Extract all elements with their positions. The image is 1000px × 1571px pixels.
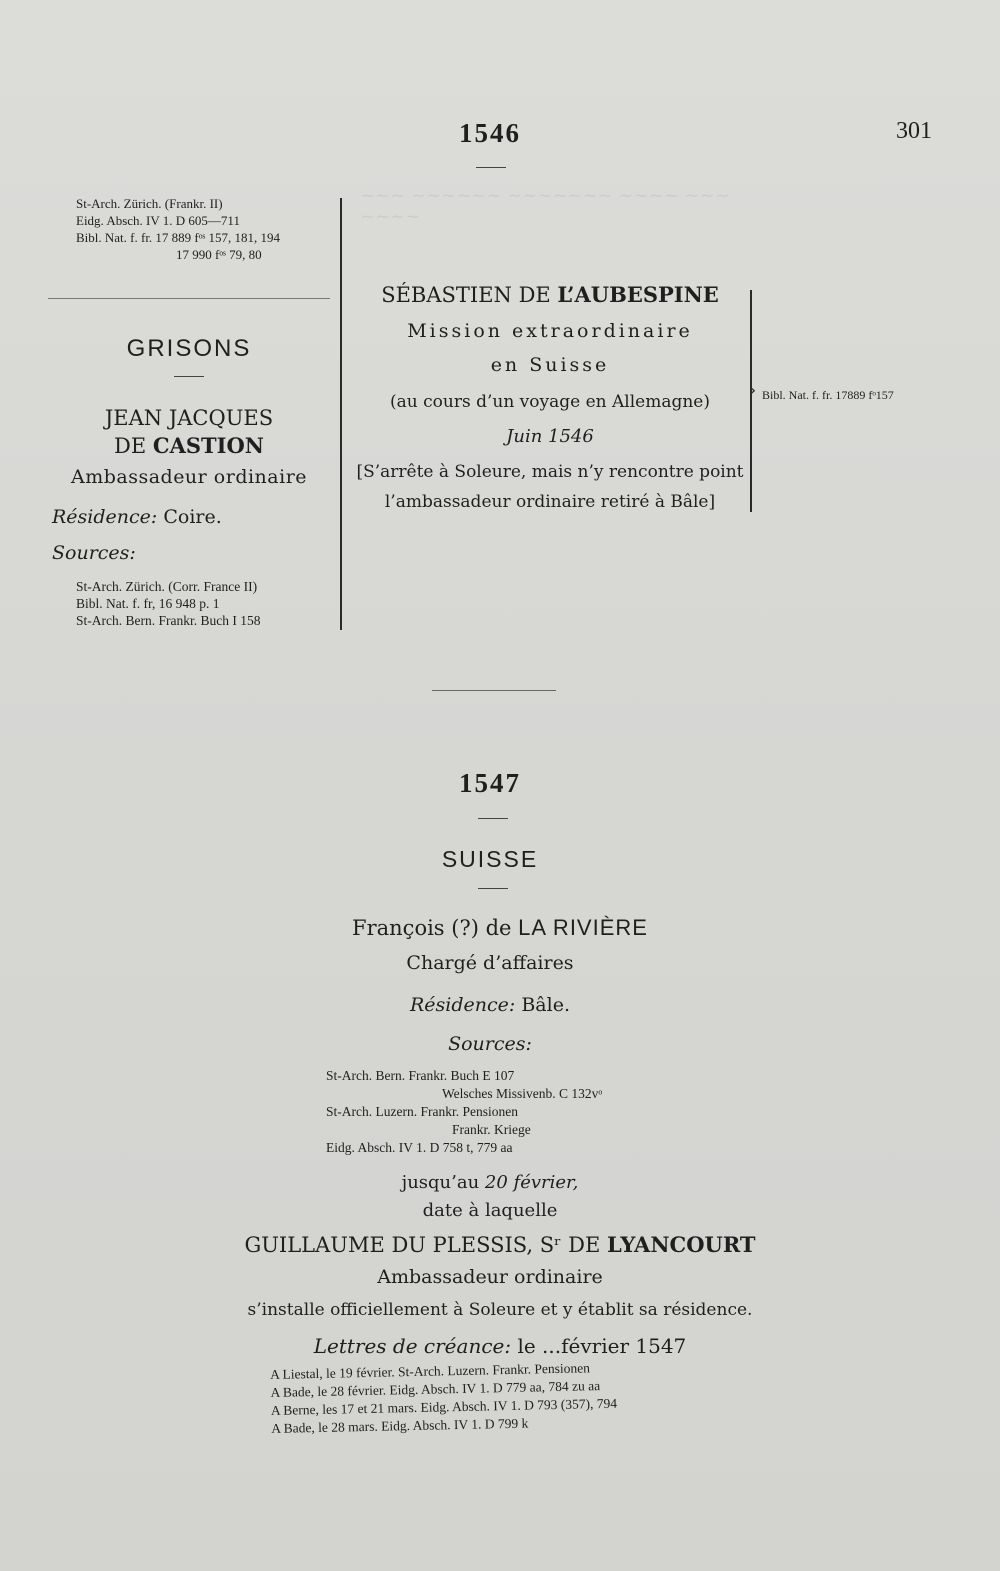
divider — [478, 888, 508, 889]
suisse-sources-label: Sources: — [448, 1033, 532, 1055]
source-line: Eidg. Absch. IV 1. D 758 t, 779 aa — [326, 1140, 513, 1155]
lettres-label: Lettres de créance: — [313, 1334, 512, 1358]
source-line: Bibl. Nat. f. fr, 16 948 p. 1 — [76, 596, 220, 611]
successor-installs: s’installe officiellement à Soleure et y établit sa résidence. — [247, 1300, 753, 1320]
event-line: A Bade, le 28 mars. Eidg. Absch. IV 1. D 799 k — [271, 1415, 529, 1436]
source-line: St-Arch. Bern. Frankr. Buch I 158 — [76, 613, 261, 628]
bracket-line — [750, 290, 752, 512]
suisse-charge-title: Chargé d’affaires — [406, 952, 574, 974]
page-number: 301 — [896, 118, 932, 144]
year-heading-1546: 1546 — [459, 118, 521, 148]
grisons-heading: GRISONS — [126, 335, 252, 362]
name-line — [48, 432, 330, 460]
grisons-sources — [76, 578, 341, 629]
name-surname: L’AUBESPINE — [557, 282, 719, 307]
grisons-title: Ambassadeur ordinaire — [70, 466, 308, 488]
event-line: A Bade, le 28 février. Eidg. Absch. IV 1. D 779 aa, 784 zu aa — [270, 1378, 601, 1400]
source-line: Bibl. Nat. f. fr. 17 889 fᵒˢ 157, 181, 194 — [76, 230, 281, 245]
until-date: 20 février, — [484, 1172, 579, 1193]
grisons-residence — [52, 506, 222, 528]
divider — [174, 376, 204, 377]
event-line: A Liestal, le 19 février. St-Arch. Luzern. Frankr. Pensionen — [270, 1360, 591, 1382]
suisse-residence — [290, 994, 690, 1016]
year-heading-1547: 1547 — [459, 768, 521, 798]
name-prefix: GUILLAUME DU PLESSIS, Sʳ DE — [244, 1233, 607, 1257]
column-divider — [48, 298, 330, 299]
residence-label: Résidence: — [52, 506, 158, 528]
name-line: JEAN JACQUES — [104, 406, 274, 430]
name-surname: LA RIVIÈRE — [518, 915, 648, 940]
bracket-point: › — [749, 380, 757, 401]
source-line: St-Arch. Zürich. (Frankr. II) — [76, 196, 223, 211]
source-line: Welsches Missivenb. C 132vᵒ — [442, 1086, 603, 1101]
aubespine-mission: Mission extraordinaire — [407, 320, 693, 342]
name-surname: CASTION — [152, 433, 264, 458]
source-line: St-Arch. Zürich. (Corr. France II) — [76, 579, 258, 594]
suisse-heading: SUISSE — [441, 846, 539, 872]
aubespine-note-line: [S’arrête à Soleure, mais n’y rencontre point — [356, 462, 744, 482]
suisse-until — [290, 1172, 690, 1193]
successor-name — [200, 1232, 800, 1257]
source-line: St-Arch. Bern. Frankr. Buch E 107 — [326, 1068, 515, 1083]
aubespine-name — [355, 282, 745, 307]
aubespine-note-line: l’ambassadeur ordinaire retiré à Bâle] — [384, 492, 716, 512]
lettres-value: le ...février 1547 — [511, 1334, 687, 1358]
divider — [476, 167, 506, 168]
column-separator — [340, 198, 342, 630]
aubespine-context: (au cours d’un voyage en Allemagne) — [390, 392, 710, 412]
name-prefix: François (?) de — [352, 916, 519, 940]
credentials-presentations — [270, 1356, 751, 1438]
residence-label: Résidence: — [409, 994, 516, 1016]
name-prefix: SÉBASTIEN DE — [381, 283, 558, 307]
successor-title: Ambassadeur ordinaire — [377, 1266, 603, 1288]
residence-value: Coire. — [157, 506, 222, 528]
source-line: 17 990 fᵒˢ 79, 80 — [176, 247, 262, 262]
lettres-de-creance — [260, 1334, 740, 1358]
suisse-charge-name — [290, 915, 710, 941]
grisons-sources-label: Sources: — [52, 542, 136, 564]
source-line: St-Arch. Luzern. Frankr. Pensionen — [326, 1104, 518, 1119]
event-line: A Berne, les 17 et 21 mars. Eidg. Absch. IV 1. D 793 (357), 794 — [270, 1395, 618, 1418]
name-surname: LYANCOURT — [606, 1232, 756, 1257]
bleed-through-text: ~~~ ~~~~~~ ~~~~~~~ ~~~~ ~~~ ~~~~ — [360, 185, 730, 227]
source-line: Frankr. Kriege — [452, 1122, 531, 1137]
suisse-sources — [326, 1067, 656, 1157]
aubespine-date: Juin 1546 — [506, 426, 594, 447]
until-text: jusqu’au — [401, 1172, 485, 1193]
aubespine-side-reference: Bibl. Nat. f. fr. 17889 fᵒ157 — [762, 388, 894, 402]
residence-value: Bâle. — [515, 994, 570, 1016]
suisse-until-continuation: date à laquelle — [422, 1200, 558, 1221]
left-sources-top — [76, 195, 341, 263]
source-line: Eidg. Absch. IV 1. D 605—711 — [76, 213, 240, 228]
name-prefix: DE — [114, 434, 153, 458]
divider — [478, 818, 508, 819]
aubespine-country: en Suisse — [490, 354, 610, 376]
grisons-ambassador-name — [48, 404, 330, 460]
section-divider — [432, 690, 556, 691]
